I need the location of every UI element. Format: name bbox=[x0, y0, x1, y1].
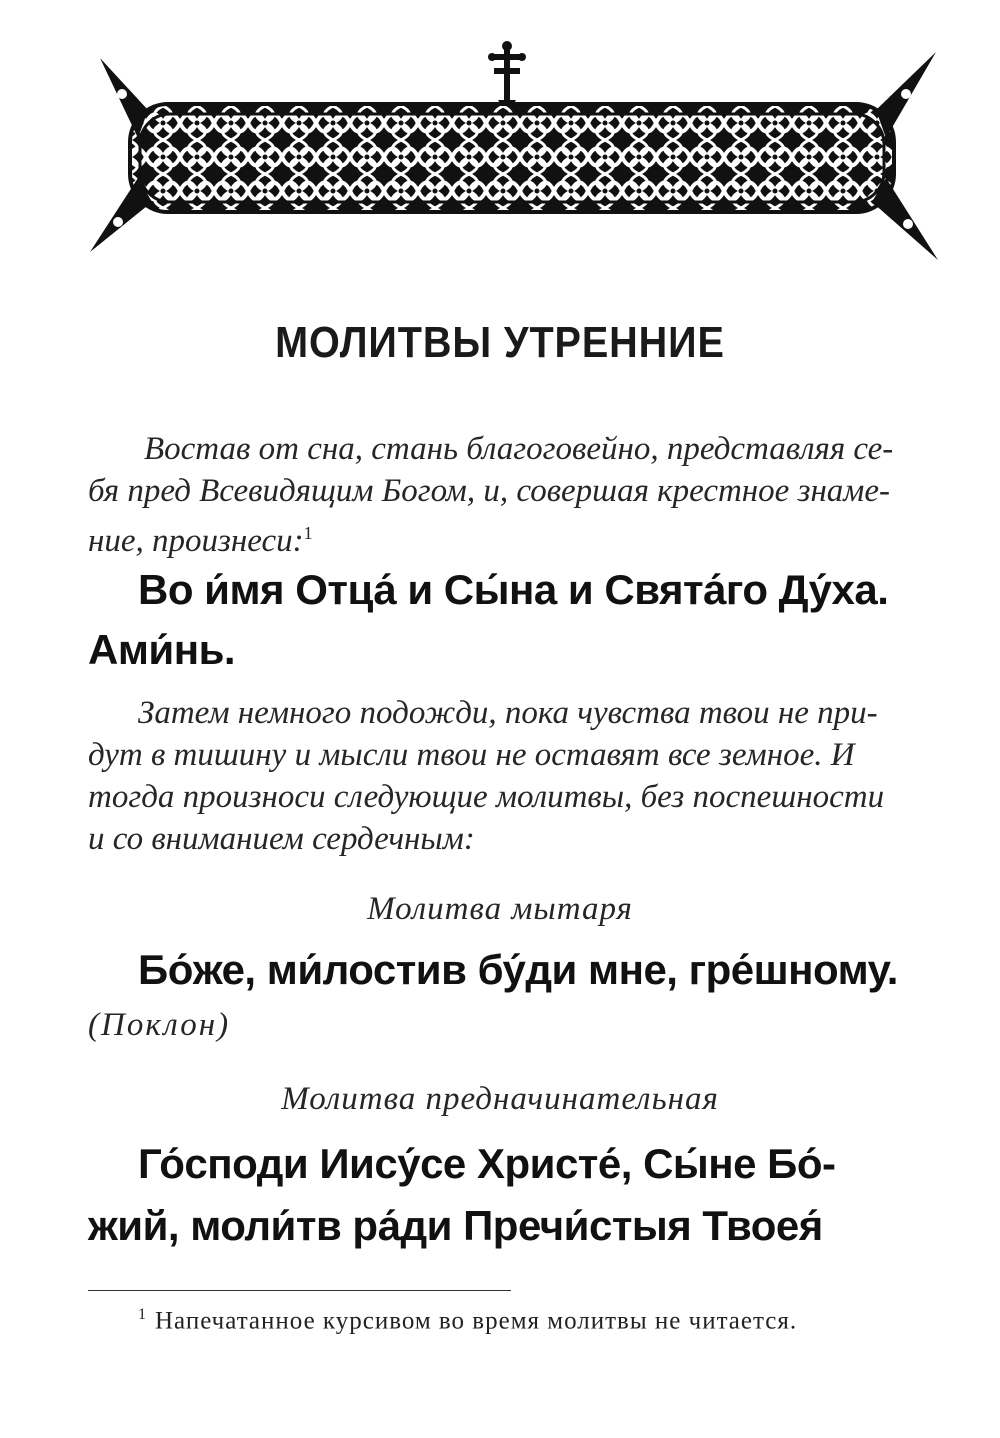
intro-line-2: бя пред Всевидящим Богом, и, совершая крестное знаме- bbox=[88, 473, 891, 509]
intro-line-3: ние, произнеси:$^1$ bbox=[88, 523, 313, 559]
publican-prayer-text: Бо́же, ми́лостив бу́ди мне, гре́шному. bbox=[138, 946, 898, 993]
footnote-mark: 1 bbox=[303, 523, 313, 543]
initial-prayer-line-2: жий, моли́тв ра́ди Пречи́стыя Твоея́ bbox=[88, 1202, 823, 1249]
footnote-number: 1 bbox=[138, 1306, 147, 1323]
interlace-ornament-with-cross-icon bbox=[78, 38, 948, 270]
instruction-line-4: и со вниманием сердечным: bbox=[88, 821, 475, 857]
page-title: МОЛИТВЫ УТРЕННИЕ bbox=[275, 318, 725, 367]
instruction-line-2: дут в тишину и мысли твои не оставят все земное. И bbox=[88, 737, 855, 773]
invocation-line-2: Ами́нь. bbox=[88, 626, 236, 673]
footnote bbox=[138, 1306, 797, 1335]
cross-icon bbox=[488, 41, 526, 110]
instruction-line-3: тогда произноси следующие молитвы, без поспешности bbox=[88, 779, 885, 815]
initial-prayer-heading: Молитва предначинательная bbox=[281, 1081, 719, 1117]
footnote-divider bbox=[88, 1290, 511, 1291]
publican-prayer-heading: Молитва мытаря bbox=[367, 891, 633, 927]
bow-note: (Поклон) bbox=[88, 1007, 231, 1043]
intro-line-1: Востав от сна, стань благоговейно, представляя се- bbox=[144, 431, 894, 467]
invocation-line-1: Во и́мя Отца́ и Сы́на и Свята́го Ду́ха. bbox=[138, 566, 889, 613]
instruction-line-1: Затем немного подожди, пока чувства твои не при- bbox=[138, 695, 878, 731]
initial-prayer-line-1: Го́споди Иису́се Христе́, Сы́не Бо́- bbox=[138, 1140, 836, 1187]
footnote-text: Напечатанное курсивом во время молитвы не читается. bbox=[155, 1307, 798, 1335]
